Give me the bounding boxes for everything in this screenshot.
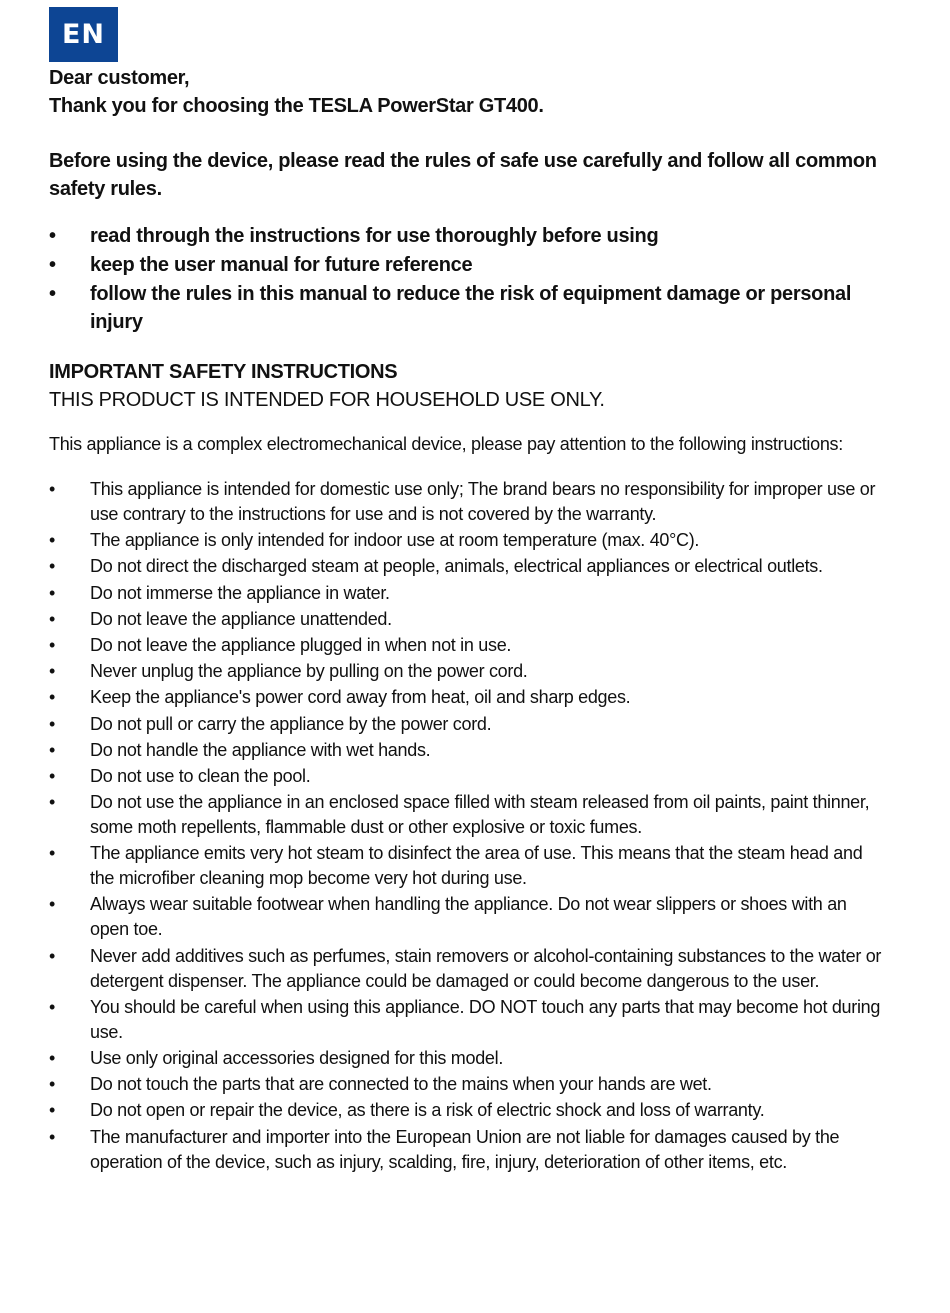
- list-item: [49, 554, 889, 579]
- list-item: [49, 222, 889, 250]
- list-item: [49, 1098, 889, 1123]
- bullet-icon: •: [49, 894, 56, 915]
- list-item: [49, 633, 889, 658]
- bullet-icon: •: [49, 792, 56, 813]
- bullet-icon: •: [49, 687, 56, 708]
- list-item-text: Do not use to clean the pool.: [90, 765, 311, 786]
- greeting: Dear customer,: [49, 67, 190, 89]
- list-item: [49, 712, 889, 737]
- list-item-text: Do not pull or carry the appliance by the power cord.: [90, 713, 492, 734]
- bullet-icon: •: [49, 713, 56, 734]
- bullet-icon: •: [49, 843, 56, 864]
- list-item-text: Do not use the appliance in an enclosed space filled with steam released from oil paints, paint thinner, some moth repellents, flammable dust or other explosive or toxic fumes.: [90, 792, 870, 838]
- list-item: [49, 1072, 889, 1097]
- bullet-icon: •: [49, 530, 56, 551]
- intro-paragraph: Before using the device, please read the rules of safe use carefully and follow all common safety rules.: [49, 150, 877, 200]
- list-item: [49, 280, 889, 336]
- list-item: [49, 528, 889, 553]
- list-item-text: Do not open or repair the device, as there is a risk of electric shock and loss of warranty.: [90, 1100, 765, 1121]
- bullet-icon: •: [49, 945, 56, 966]
- list-item-text: The appliance is only intended for indoor use at room temperature (max. 40°C).: [90, 530, 700, 551]
- bullet-icon: •: [49, 254, 56, 276]
- household-notice: THIS PRODUCT IS INTENDED FOR HOUSEHOLD USE ONLY.: [49, 389, 605, 411]
- list-item: [49, 841, 889, 891]
- bullet-icon: •: [49, 1048, 56, 1068]
- list-item: [49, 1046, 889, 1071]
- list-item-text: follow the rules in this manual to reduce the risk of equipment damage or personal injury: [90, 283, 852, 333]
- list-item: [49, 790, 889, 840]
- key-points-list: [49, 222, 889, 336]
- list-item-text: Never unplug the appliance by pulling on the power cord.: [90, 661, 528, 682]
- bullet-icon: •: [49, 765, 56, 786]
- list-item: [49, 764, 889, 789]
- list-item: [49, 685, 889, 710]
- safety-rules-list: [49, 477, 889, 1175]
- list-item-text: Never add additives such as perfumes, stain removers or alcohol-containing substances to the water or detergent dispenser. The appliance could be damaged or could become dangerous to the user.: [90, 945, 882, 991]
- list-item: [49, 892, 889, 942]
- list-item-text: Use only original accessories designed for this model.: [90, 1048, 504, 1068]
- safety-heading: IMPORTANT SAFETY INSTRUCTIONS: [49, 361, 398, 383]
- list-item-text: Always wear suitable footwear when handling the appliance. Do not wear slippers or shoes with an open toe.: [90, 894, 847, 940]
- list-item-text: This appliance is intended for domestic use only; The brand bears no responsibility for improper use or use contrary to the instructions for use and is not covered by the warranty.: [90, 479, 876, 524]
- bullet-icon: •: [49, 608, 56, 629]
- thanks-line: Thank you for choosing the TESLA PowerStar GT400.: [49, 95, 544, 117]
- list-item-text: Do not touch the parts that are connected to the mains when your hands are wet.: [90, 1074, 712, 1095]
- list-item: [49, 581, 889, 606]
- list-item-text: Do not direct the discharged steam at people, animals, electrical appliances or electrical outlets.: [90, 556, 823, 577]
- bullet-icon: •: [49, 582, 56, 603]
- list-item: [49, 738, 889, 763]
- bullet-icon: •: [49, 661, 56, 682]
- bullet-icon: •: [49, 479, 56, 499]
- appliance-intro: This appliance is a complex electromechanical device, please pay attention to the following instructions:: [49, 434, 843, 454]
- language-badge: EN: [49, 7, 118, 62]
- list-item-text: Do not leave the appliance plugged in when not in use.: [90, 634, 512, 655]
- list-item-text: Keep the appliance's power cord away from heat, oil and sharp edges.: [90, 687, 631, 708]
- bullet-icon: •: [49, 283, 56, 305]
- list-item: [49, 477, 889, 527]
- bullet-icon: •: [49, 1100, 56, 1121]
- manual-page: [49, 7, 889, 1176]
- list-item: [49, 251, 889, 279]
- bullet-icon: •: [49, 634, 56, 655]
- list-item-text: read through the instructions for use thoroughly before using: [90, 225, 659, 247]
- list-item-text: The appliance emits very hot steam to disinfect the area of use. This means that the steam head and the microfiber cleaning mop become very hot during use.: [90, 843, 863, 889]
- list-item-text: Do not immerse the appliance in water.: [90, 582, 390, 603]
- list-item: [49, 1125, 889, 1175]
- list-item-text: Do not leave the appliance unattended.: [90, 608, 392, 629]
- list-item-text: keep the user manual for future reference: [90, 254, 473, 276]
- bullet-icon: •: [49, 556, 56, 577]
- bullet-icon: •: [49, 739, 56, 760]
- list-item-text: The manufacturer and importer into the European Union are not liable for damages caused by the operation of the device, such as injury, scalding, fire, injury, deterioration of other items, etc.: [90, 1126, 840, 1172]
- bullet-icon: •: [49, 996, 56, 1017]
- bullet-icon: •: [49, 1126, 56, 1147]
- list-item: [49, 944, 889, 994]
- bullet-icon: •: [49, 1074, 56, 1095]
- bullet-icon: •: [49, 225, 56, 247]
- list-item-text: You should be careful when using this appliance. DO NOT touch any parts that may become hot during use.: [90, 996, 881, 1042]
- list-item: [49, 995, 889, 1045]
- list-item-text: Do not handle the appliance with wet hands.: [90, 739, 431, 760]
- list-item: [49, 659, 889, 684]
- list-item: [49, 607, 889, 632]
